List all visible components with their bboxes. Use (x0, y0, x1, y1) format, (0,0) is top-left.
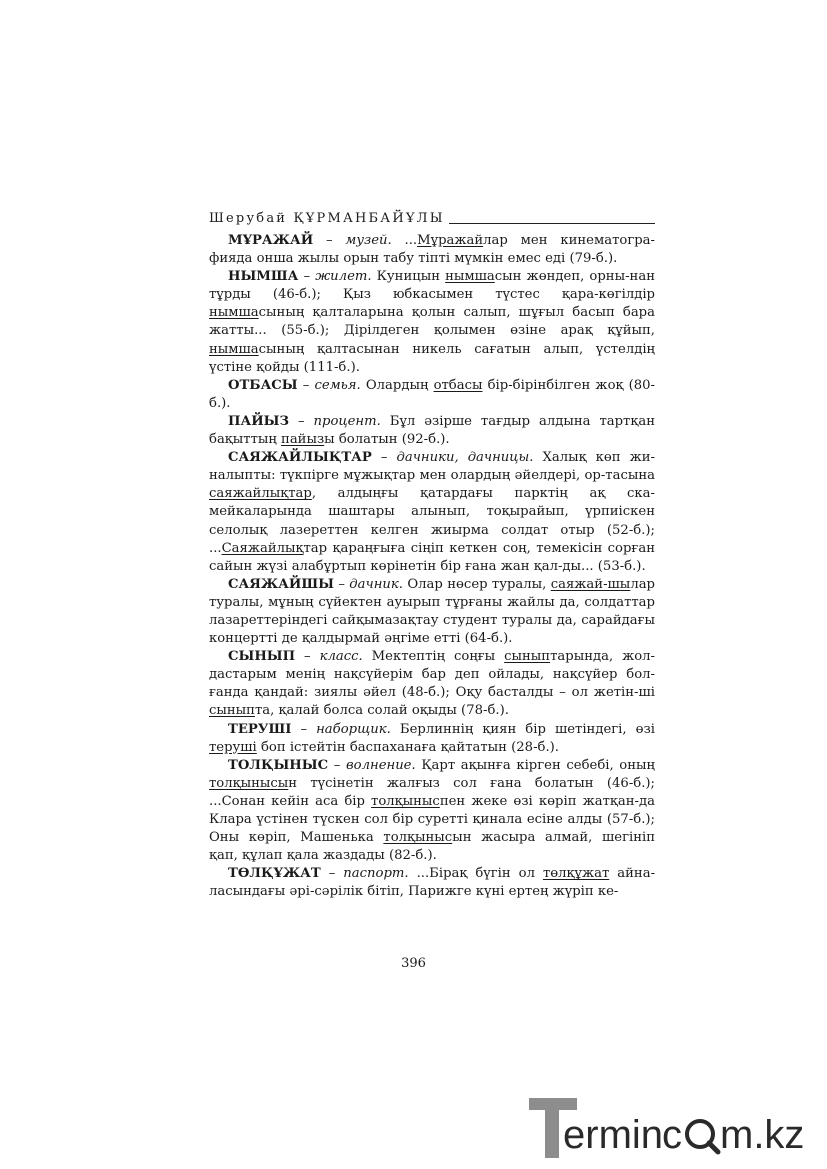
entry-text: тар қараңғыға сіңіп кеткен соң, темекісін сорған сайын жүзі алабұртып көрінетін бір ғана жан қал-ды... (53-б.). (209, 540, 655, 574)
headword: СЫНЫП (228, 649, 296, 665)
entry-text: Бұл әзірше тағдыр алдына тартқан бақыттың (209, 413, 655, 448)
entry-text: тарында, жол-дастарым менің нақсүйерім бар деп ойлады, нақсүйер бол-ғанда қандай: зиялы әйел (48-б.); Оқу басталды – ол жетін-ші (209, 649, 655, 701)
author-name: Шерубай ҚҰРМАНБАЙҰЛЫ (209, 211, 445, 226)
entry-text: Куницын (371, 269, 446, 285)
logo-text-c: c (662, 1113, 682, 1157)
dictionary-entry: ПАЙЫЗ – процент. Бұл әзірше тағдыр алдына тартқан бақыттың пайызы болатын (92-б.). (209, 413, 655, 448)
headword: ТЕРУШІ (228, 721, 292, 737)
entry-text: айна-ласындағы әрі-сәрілік бітіп, Парижге күні ертең жүріп ке- (209, 866, 656, 900)
underlined-term: сынып (504, 649, 551, 665)
gloss: паспорт. (343, 866, 409, 882)
headword: ТӨЛҚҰЖАТ (228, 866, 321, 882)
dictionary-entry: СЫНЫП – класс. Мектептің соңғы сыныптарында, жол-дастарым менің нақсүйерім бар деп ойлады, нақсүйер бол-ғанда қандай: зиялы әйел (48-б.); Оқу басталды – ол жетін-ші сыныпта, қалай болса солай оқыды (78-б.). (209, 649, 655, 719)
underlined-term: Саяжайлық (221, 540, 304, 556)
entry-text: бір-бірінбілген жоқ (80-б.). (209, 377, 656, 411)
underlined-term: нымша (209, 341, 259, 357)
gloss: семья. (314, 377, 361, 393)
headword: ОТБАСЫ (228, 377, 298, 393)
dictionary-entry: НЫМША – жилет. Куницын нымшасын жөндеп, орны-нан тұрды (46-б.); Қыз юбкасымен түстес қара-көгілдір нымшасының қалталарына қолын салып, шұғыл басып бара жатты... (55-б.); Дірілдеген қолымен өзіне арақ құйып, нымшасының қалтасынан никель сағатын алып, үстелдің үстіне қойды (111-б.). (209, 269, 655, 375)
entry-text: н түсінетін жалғыз сол ғана болатын (46-б.); ...Сонан кейін аса бір (209, 775, 655, 809)
entry-text: Мектептің соңғы (362, 649, 505, 665)
underlined-term: толқыныс (371, 793, 440, 809)
logo-text-right: m.kz (720, 1113, 805, 1157)
gloss: процент. (313, 413, 381, 429)
headword: САЯЖАЙЛЫҚТАР (228, 450, 372, 466)
entry-text: ... (391, 233, 418, 248)
gloss: наборщик. (316, 721, 391, 737)
entry-text: Қарт ақынға кірген себебі, оның (415, 757, 655, 773)
dictionary-entry: САЯЖАЙШЫ – дачник. Олар нөсер туралы, саяжай-шылар туралы, мұның сүйектен ауырып тұрғаны жайлы да, солдаттар лазареттеріндегі сайқымазақтау студент туралы да, сарайдағы концертті де қалдырмай әңгіме етті (64-б.). (209, 576, 655, 647)
underlined-term: толқынысы (209, 775, 289, 791)
entry-text: лар мен кинематогра-фияда онша жылы орын табу тіпті мүмкін емес еді (79-б.). (209, 233, 655, 267)
headword: САЯЖАЙШЫ (228, 576, 334, 592)
header-rule (449, 223, 655, 224)
dictionary-entry: ТЕРУШІ – наборщик. Берлиннің қиян бір шетіндегі, өзі теруші боп істейтін баспаханаға қайтатын (28-б.). (209, 721, 655, 755)
entry-text: пен жеке өзі көріп жатқан-да Клара үстінен түскен сол бір суретті қинала есіне алды (57-б.); Оны көріп, Машенька (209, 793, 655, 846)
entry-text: , алдыңғы қатардағы парктің ақ ска-мейкаларында шаштары алынып, тоқырайып, үрпиіскен селолық лазереттен келген жиырма солдат отыр (52-б.); ... (209, 486, 655, 556)
underlined-term: саяжайлықтар (209, 486, 312, 502)
underlined-term: сынып (209, 703, 255, 719)
headword: НЫМША (228, 269, 299, 285)
termincom-logo (527, 1092, 817, 1162)
entry-text: та, қалай болса солай оқыды (78-б.). (254, 703, 509, 719)
magnifier-icon (687, 1121, 718, 1152)
entry-text: сын жөндеп, орны-нан тұрды (46-б.); Қыз юбкасымен түстес қара-көгілдір (209, 269, 655, 303)
underlined-term: отбасы (433, 377, 483, 393)
entry-text: сының қалтасынан никель сағатын алып, үстелдің үстіне қойды (111-б.). (209, 341, 655, 375)
dictionary-text (209, 232, 655, 901)
underlined-term: теруші (209, 739, 257, 755)
entry-text: лар туралы, мұның сүйектен ауырып тұрғаны жайлы да, солдаттар лазареттеріндегі сайқымазақтау студент туралы да, сарайдағы концертті де қалдырмай әңгіме етті (64-б.). (209, 576, 655, 647)
gloss: дачник. (349, 576, 403, 592)
entry-text: Олардың (360, 377, 434, 393)
dictionary-entry: ТОЛҚЫНЫС – волнение. Қарт ақынға кірген себебі, оның толқынысын түсінетін жалғыз сол ғана болатын (46-б.); ...Сонан кейін аса бір толқыныспен жеке өзі көріп жатқан-да Клара үстінен түскен сол бір суретті қинала есіне алды (57-б.); Оны көріп, Машенька толқынысын жасыра алмай, шегініп қап, құлап қала жаздады (82-б.). (209, 757, 655, 864)
gloss: класс. (319, 649, 363, 665)
dictionary-entry: МҰРАЖАЙ – музей. ...Мұражайлар мен кинематогра-фияда онша жылы орын табу тіпті мүмкін емес еді (79-б.). (209, 233, 655, 267)
entry-text: ын жасыра алмай, шегініп қап, құлап қала жаздады (82-б.). (209, 830, 655, 864)
underlined-term: пайыз (281, 432, 325, 448)
underlined-term: Мұражай (417, 233, 484, 248)
running-header (209, 211, 655, 227)
page-number: 396 (401, 956, 426, 971)
logo-text-left: ermin (563, 1113, 664, 1157)
headword: МҰРАЖАЙ (228, 233, 314, 248)
entry-text: боп істейтін баспаханаға қайтатын (28-б.). (256, 739, 559, 755)
dictionary-entry: ОТБАСЫ – семья. Олардың отбасы бір-бірінбілген жоқ (80-б.). (209, 377, 656, 411)
underlined-term: нымша (209, 305, 259, 321)
underlined-term: нымша (445, 269, 495, 285)
entry-text: Халық көп жи-налыпты: түкпірге мұжықтар мен олардың әйелдері, ор-тасына (209, 450, 655, 484)
underlined-term: саяжай-шы (550, 576, 631, 592)
dictionary-entry: САЯЖАЙЛЫҚТАР – дачники, дачницы. Халық көп жи-налыпты: түкпірге мұжықтар мен олардың әйелдері, ор-тасына саяжайлықтар, алдыңғы қатардағы парктің ақ ска-мейкаларында шаштары алынып, тоқырайып, үрпиіскен селолық лазереттен келген жиырма солдат отыр (52-б.); ...Саяжайлықтар қараңғыға сіңіп кеткен соң, темекісін сорған сайын жүзі алабұртып көрінетін бір ғана жан қал-ды... (53-б.). (209, 450, 655, 574)
headword: ПАЙЫЗ (228, 413, 290, 429)
entry-text: Олар нөсер туралы, (402, 576, 551, 592)
underlined-term: толқыныс (383, 830, 453, 846)
gloss: музей. (345, 233, 392, 248)
headword: ТОЛҚЫНЫС (228, 757, 329, 773)
entry-text: ...Бірақ бүгін ол (408, 866, 543, 882)
gloss: жилет. (315, 269, 372, 285)
dictionary-entry: ТӨЛҚҰЖАТ – паспорт. ...Бірақ бүгін ол төлқұжат айна-ласындағы әрі-сәрілік бітіп, Парижге күні ертең жүріп ке- (209, 866, 656, 900)
gloss: волнение. (346, 757, 416, 773)
entry-text: Берлиннің қиян бір шетіндегі, өзі (390, 721, 655, 737)
underlined-term: төлқұжат (542, 866, 610, 882)
entry-text: сының қалталарына қолын салып, шұғыл басып бара жатты... (55-б.); Дірілдеген қолымен өзіне арақ құйып, (209, 305, 655, 339)
entry-text: ы болатын (92-б.). (324, 432, 450, 448)
gloss: дачники, дачницы. (396, 450, 534, 466)
